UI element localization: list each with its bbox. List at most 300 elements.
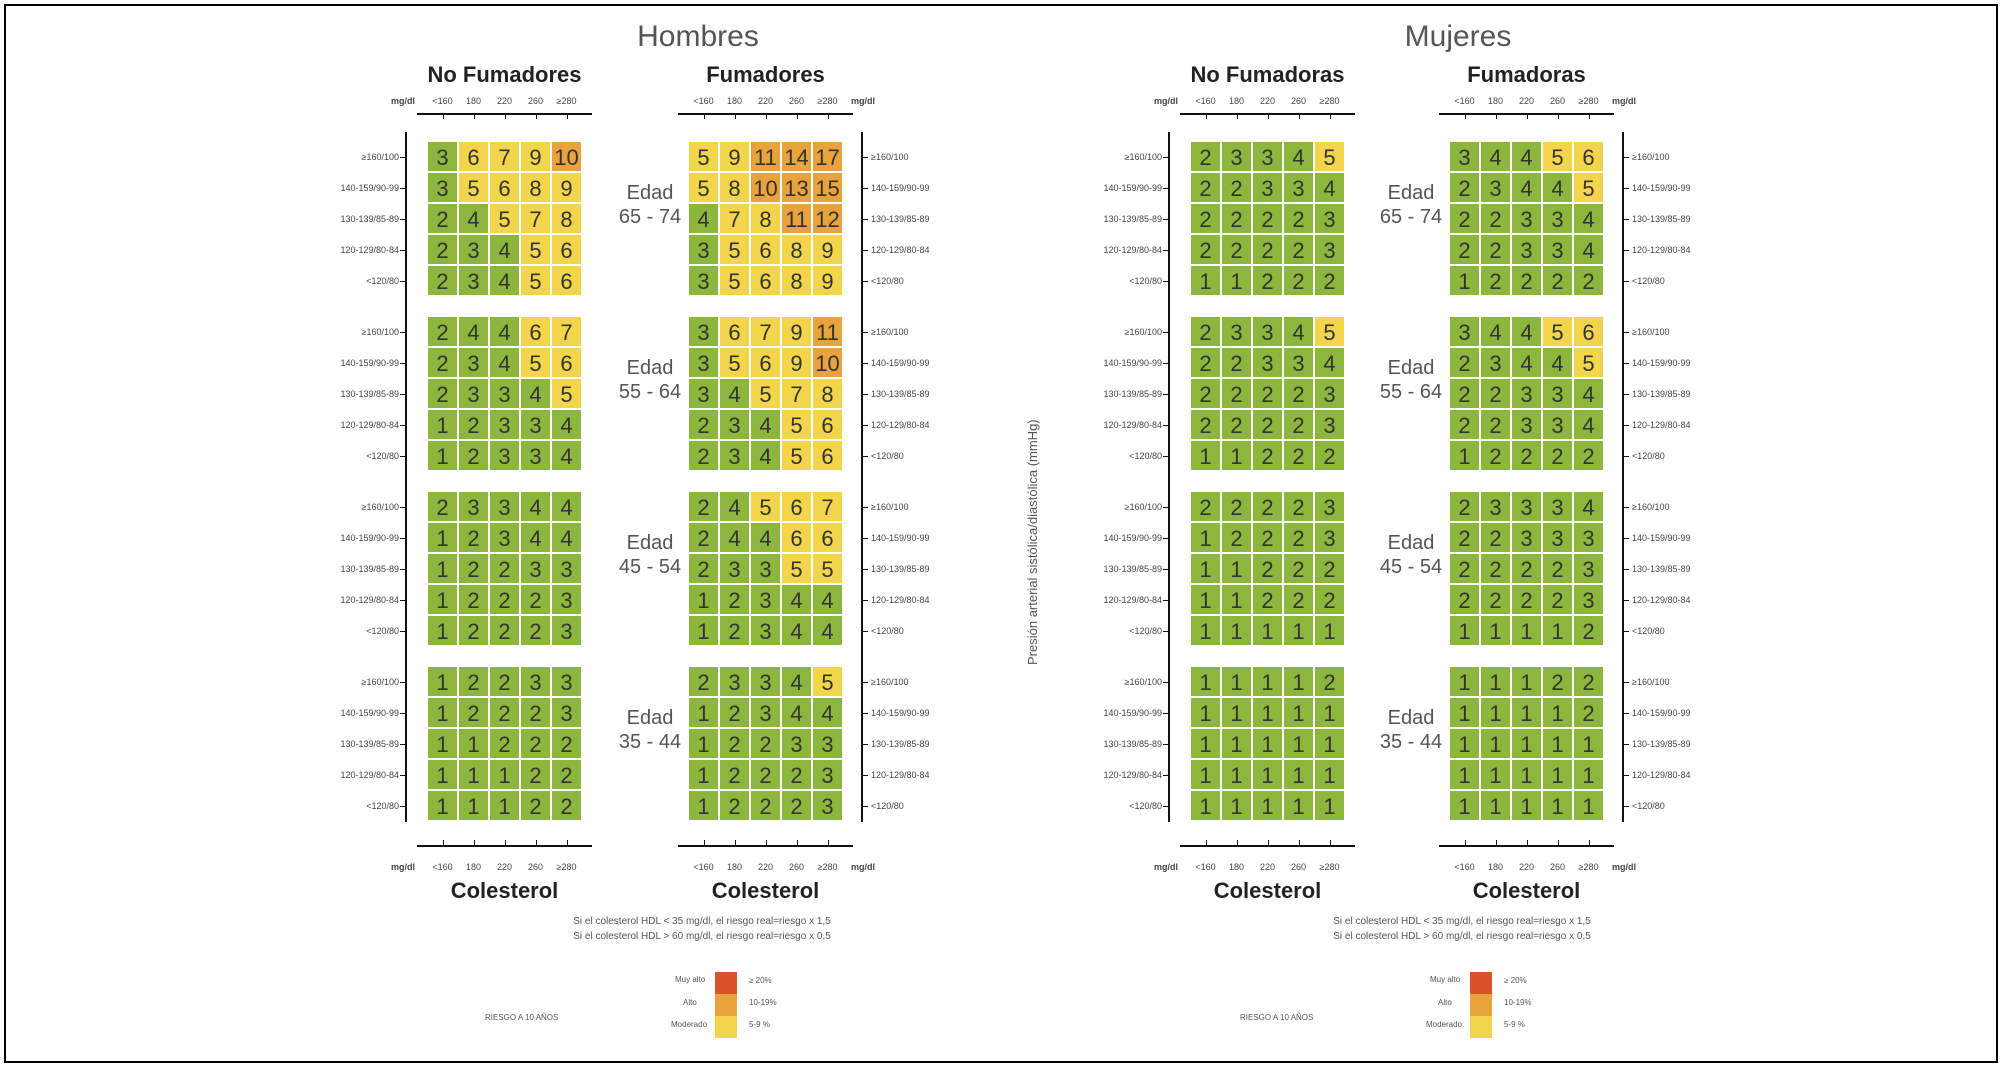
axis-bottom-tick-women_smoker — [1589, 840, 1591, 845]
risk-cell: 3 — [1252, 316, 1283, 347]
risk-cell: 3 — [489, 522, 520, 553]
bp-label: <120/80 — [1129, 801, 1162, 811]
axis-bottom-tick-women_smoker — [1496, 840, 1498, 845]
risk-cell: 4 — [551, 491, 582, 522]
risk-cell: 1 — [458, 728, 489, 759]
legend-bottom: Moderado — [1426, 1020, 1463, 1029]
risk-cell: 1 — [1252, 728, 1283, 759]
bp-tick — [1163, 744, 1170, 746]
risk-cell: 6 — [520, 316, 551, 347]
bp-tick — [1622, 456, 1629, 458]
bp-tick — [1622, 394, 1629, 396]
risk-cell: 3 — [688, 265, 719, 296]
risk-cell: 2 — [427, 234, 458, 265]
risk-cell: 1 — [1449, 697, 1480, 728]
axis-top-tick-women_nonsmoker — [1330, 114, 1332, 119]
risk-cell: 3 — [1283, 172, 1314, 203]
axis-bottom-tick-women_nonsmoker — [1268, 840, 1270, 845]
col-tick-top-men_smoker: 260 — [788, 96, 805, 106]
bp-tick — [1622, 744, 1629, 746]
chart-frame — [4, 4, 1998, 1063]
risk-cell: 5 — [719, 234, 750, 265]
axis-vertical-women_smoker — [1622, 132, 1624, 822]
risk-cell: 1 — [1449, 440, 1480, 471]
axis-top-tick-men_smoker — [766, 114, 768, 119]
risk-cell: 3 — [1511, 203, 1542, 234]
bp-label: 140-159/90-99 — [1103, 183, 1162, 193]
risk-cell: 3 — [1252, 141, 1283, 172]
risk-cell: 3 — [1221, 316, 1252, 347]
bp-label: 130-139/85-89 — [1103, 214, 1162, 224]
col-tick-bottom-women_nonsmoker: 220 — [1259, 862, 1276, 872]
axis-bottom-tick-women_smoker — [1465, 840, 1467, 845]
bp-tick — [1163, 157, 1170, 159]
bp-tick — [861, 538, 868, 540]
risk-cell: 3 — [520, 666, 551, 697]
risk-cell: 2 — [1221, 491, 1252, 522]
risk-cell: 3 — [1573, 553, 1604, 584]
risk-cell: 4 — [750, 409, 781, 440]
col-tick-top-women_smoker: <160 — [1454, 96, 1475, 106]
risk-cell: 3 — [688, 378, 719, 409]
risk-cell: 1 — [1511, 759, 1542, 790]
bp-label: 130-139/85-89 — [1103, 564, 1162, 574]
bp-label: 130-139/85-89 — [340, 739, 399, 749]
axis-top-tick-men_smoker — [735, 114, 737, 119]
risk-cell: 1 — [427, 666, 458, 697]
axis-bottom-tick-men_nonsmoker — [567, 840, 569, 845]
risk-cell: 3 — [1542, 409, 1573, 440]
col-tick-bottom-men_smoker: <160 — [693, 862, 714, 872]
bp-tick — [861, 713, 868, 715]
col-tick-top-men_smoker: 220 — [757, 96, 774, 106]
age-label-text: Edad — [1387, 182, 1435, 204]
bp-tick — [1163, 456, 1170, 458]
risk-cell: 2 — [1449, 584, 1480, 615]
risk-cell: 8 — [812, 378, 843, 409]
risk-cell: 2 — [1283, 584, 1314, 615]
col-tick-top-men_nonsmoker: 260 — [527, 96, 544, 106]
bp-tick — [400, 188, 407, 190]
risk-cell: 6 — [781, 522, 812, 553]
risk-cell: 2 — [1480, 440, 1511, 471]
risk-cell: 2 — [781, 790, 812, 821]
risk-cell: 2 — [1449, 234, 1480, 265]
risk-cell: 3 — [489, 440, 520, 471]
bp-tick — [400, 507, 407, 509]
age-range-text: 45 - 54 — [618, 556, 682, 578]
risk-cell: 2 — [458, 522, 489, 553]
risk-cell: 1 — [1221, 666, 1252, 697]
bp-label: <120/80 — [1632, 276, 1665, 286]
risk-cell: 1 — [427, 440, 458, 471]
col-tick-bottom-men_smoker: ≥280 — [817, 862, 838, 872]
risk-cell: 5 — [458, 172, 489, 203]
axis-bottom-tick-men_smoker — [797, 840, 799, 845]
legend-title: RIESGO A 10 AÑOS — [1240, 1013, 1314, 1022]
bp-label: 140-159/90-99 — [871, 358, 930, 368]
risk-cell: 2 — [520, 584, 551, 615]
risk-cell: 3 — [1511, 234, 1542, 265]
xlabel-men_nonsmoker: Colesterol — [450, 878, 559, 903]
axis-top-tick-women_smoker — [1465, 114, 1467, 119]
risk-cell: 2 — [458, 666, 489, 697]
risk-cell: 2 — [719, 584, 750, 615]
xlabel-women_nonsmoker: Colesterol — [1213, 878, 1322, 903]
risk-cell: 1 — [1511, 697, 1542, 728]
col-tick-top-women_smoker: 180 — [1487, 96, 1504, 106]
bp-tick — [1622, 332, 1629, 334]
risk-cell: 3 — [427, 141, 458, 172]
risk-cell: 11 — [750, 141, 781, 172]
bp-label: ≥160/100 — [1124, 152, 1162, 162]
bp-tick — [400, 157, 407, 159]
risk-cell: 2 — [1283, 440, 1314, 471]
axis-top-tick-women_nonsmoker — [1299, 114, 1301, 119]
risk-cell: 1 — [688, 790, 719, 821]
axis-top-tick-men_nonsmoker — [536, 114, 538, 119]
bp-label: <120/80 — [1632, 451, 1665, 461]
legend-swatch — [715, 1016, 737, 1038]
bp-tick — [861, 600, 868, 602]
bp-tick — [1622, 219, 1629, 221]
risk-cell: 1 — [1252, 790, 1283, 821]
bp-tick — [400, 775, 407, 777]
axis-top-tick-men_smoker — [704, 114, 706, 119]
risk-cell: 2 — [750, 790, 781, 821]
risk-cell: 4 — [719, 491, 750, 522]
risk-cell: 1 — [1449, 728, 1480, 759]
risk-cell: 1 — [1190, 759, 1221, 790]
risk-cell: 2 — [1480, 409, 1511, 440]
risk-cell: 2 — [1542, 584, 1573, 615]
risk-cell: 1 — [1221, 759, 1252, 790]
risk-cell: 4 — [812, 584, 843, 615]
risk-cell: 2 — [1283, 203, 1314, 234]
bp-tick — [1163, 806, 1170, 808]
bp-tick — [1163, 507, 1170, 509]
bp-label: ≥160/100 — [1632, 677, 1670, 687]
risk-cell: 1 — [1190, 522, 1221, 553]
risk-cell: 2 — [1449, 491, 1480, 522]
axis-top-tick-women_smoker — [1496, 114, 1498, 119]
risk-cell: 2 — [719, 615, 750, 646]
axis-top-tick-women_smoker — [1558, 114, 1560, 119]
risk-cell: 3 — [1314, 491, 1345, 522]
bp-label: ≥160/100 — [871, 502, 909, 512]
risk-cell: 3 — [1314, 203, 1345, 234]
risk-cell: 1 — [1283, 697, 1314, 728]
axis-bottom-tick-men_nonsmoker — [505, 840, 507, 845]
age-label-text: Edad — [626, 357, 674, 379]
bp-label: <120/80 — [1129, 276, 1162, 286]
bp-label: 140-159/90-99 — [340, 183, 399, 193]
bp-tick — [400, 569, 407, 571]
risk-cell: 1 — [1252, 759, 1283, 790]
bp-tick — [861, 775, 868, 777]
risk-cell: 2 — [1283, 491, 1314, 522]
risk-cell: 4 — [1314, 347, 1345, 378]
risk-cell: 11 — [812, 316, 843, 347]
risk-cell: 3 — [1511, 409, 1542, 440]
bp-label: <120/80 — [871, 626, 904, 636]
risk-cell: 2 — [458, 409, 489, 440]
risk-cell: 6 — [750, 347, 781, 378]
risk-cell: 1 — [1190, 440, 1221, 471]
bp-label: ≥160/100 — [1124, 327, 1162, 337]
risk-cell: 2 — [1252, 378, 1283, 409]
risk-cell: 3 — [1252, 347, 1283, 378]
bp-label: 140-159/90-99 — [340, 708, 399, 718]
risk-cell: 4 — [812, 615, 843, 646]
risk-cell: 1 — [489, 759, 520, 790]
risk-cell: 1 — [1449, 790, 1480, 821]
bp-label: 140-159/90-99 — [1103, 533, 1162, 543]
risk-cell: 2 — [489, 615, 520, 646]
bp-tick — [1622, 775, 1629, 777]
axis-top-tick-women_smoker — [1527, 114, 1529, 119]
risk-cell: 6 — [781, 491, 812, 522]
risk-cell: 2 — [1190, 203, 1221, 234]
risk-cell: 3 — [1480, 491, 1511, 522]
risk-cell: 3 — [458, 347, 489, 378]
risk-cell: 2 — [427, 347, 458, 378]
risk-cell: 4 — [1511, 141, 1542, 172]
risk-cell: 1 — [1573, 759, 1604, 790]
risk-cell: 9 — [719, 141, 750, 172]
legend-mid: Alto — [683, 998, 697, 1007]
col-tick-bottom-women_nonsmoker: 180 — [1228, 862, 1245, 872]
age-label-text: Edad — [1387, 357, 1435, 379]
risk-cell: 3 — [458, 491, 489, 522]
bp-label: 120-129/80-84 — [1103, 420, 1162, 430]
risk-cell: 3 — [551, 666, 582, 697]
bp-label: 130-139/85-89 — [871, 564, 930, 574]
risk-cell: 4 — [520, 491, 551, 522]
bp-label: 140-159/90-99 — [1632, 708, 1691, 718]
risk-cell: 2 — [427, 378, 458, 409]
bp-label: ≥160/100 — [361, 677, 399, 687]
risk-cell: 2 — [1252, 234, 1283, 265]
bp-tick — [1622, 157, 1629, 159]
age-label — [1371, 356, 1451, 416]
risk-cell: 2 — [688, 666, 719, 697]
risk-cell: 5 — [1314, 316, 1345, 347]
xlabel-men_smoker: Colesterol — [711, 878, 820, 903]
risk-cell: 9 — [551, 172, 582, 203]
axis-bottom-men_smoker — [678, 845, 853, 847]
risk-cell: 5 — [1573, 172, 1604, 203]
risk-cell: 2 — [520, 759, 551, 790]
bp-tick — [1163, 775, 1170, 777]
bp-label: 120-129/80-84 — [871, 770, 930, 780]
bp-label: 140-159/90-99 — [1632, 358, 1691, 368]
bp-label: 130-139/85-89 — [340, 214, 399, 224]
col-tick-bottom-men_nonsmoker: 260 — [527, 862, 544, 872]
bp-label: 120-129/80-84 — [1103, 245, 1162, 255]
legend-swatch — [1470, 994, 1492, 1016]
risk-cell: 2 — [1480, 522, 1511, 553]
risk-cell: 6 — [812, 409, 843, 440]
risk-cell: 2 — [1480, 553, 1511, 584]
risk-cell: 5 — [781, 440, 812, 471]
bp-tick — [1163, 425, 1170, 427]
risk-cell: 2 — [688, 491, 719, 522]
risk-cell: 1 — [1314, 697, 1345, 728]
axis-top-tick-men_nonsmoker — [505, 114, 507, 119]
risk-cell: 3 — [1542, 491, 1573, 522]
col-tick-top-men_smoker: 180 — [726, 96, 743, 106]
risk-cell: 8 — [781, 234, 812, 265]
risk-cell: 1 — [1283, 790, 1314, 821]
risk-cell: 1 — [1480, 790, 1511, 821]
bp-tick — [861, 188, 868, 190]
risk-cell: 3 — [427, 172, 458, 203]
risk-cell: 2 — [750, 728, 781, 759]
risk-cell: 5 — [781, 553, 812, 584]
risk-cell: 3 — [551, 697, 582, 728]
col-tick-bottom-women_smoker: <160 — [1454, 862, 1475, 872]
risk-cell: 3 — [551, 615, 582, 646]
risk-cell: 3 — [719, 553, 750, 584]
col-tick-bottom-women_smoker: 260 — [1549, 862, 1566, 872]
risk-cell: 2 — [1190, 378, 1221, 409]
bp-tick — [1622, 806, 1629, 808]
risk-cell: 6 — [750, 265, 781, 296]
legend-mid: Alto — [1438, 998, 1452, 1007]
unit-bottom-women_smoker: mg/dl — [1612, 862, 1636, 872]
risk-cell: 3 — [489, 409, 520, 440]
risk-cell: 6 — [812, 440, 843, 471]
bp-tick — [1163, 682, 1170, 684]
risk-cell: 9 — [781, 347, 812, 378]
bp-tick — [861, 157, 868, 159]
col-tick-bottom-women_smoker: 180 — [1487, 862, 1504, 872]
age-label-text: Edad — [626, 182, 674, 204]
age-range-text: 35 - 44 — [618, 731, 682, 753]
risk-cell: 5 — [1542, 316, 1573, 347]
risk-cell: 4 — [688, 203, 719, 234]
risk-cell: 2 — [1283, 234, 1314, 265]
axis-bottom-tick-men_smoker — [766, 840, 768, 845]
bp-label: <120/80 — [1632, 801, 1665, 811]
bp-tick — [861, 744, 868, 746]
risk-cell: 2 — [1573, 697, 1604, 728]
risk-cell: 2 — [489, 553, 520, 584]
risk-cell: 5 — [719, 347, 750, 378]
col-tick-top-men_smoker: <160 — [693, 96, 714, 106]
risk-cell: 6 — [812, 522, 843, 553]
bp-label: 140-159/90-99 — [1103, 358, 1162, 368]
risk-cell: 1 — [1480, 728, 1511, 759]
risk-cell: 4 — [1511, 316, 1542, 347]
age-label-text: Edad — [1387, 707, 1435, 729]
legend-range: ≥ 20% — [1504, 976, 1527, 985]
risk-cell: 1 — [458, 759, 489, 790]
bp-label: <120/80 — [871, 276, 904, 286]
risk-cell: 9 — [812, 234, 843, 265]
risk-cell: 5 — [489, 203, 520, 234]
bp-tick — [400, 682, 407, 684]
bp-label: 140-159/90-99 — [1632, 183, 1691, 193]
risk-cell: 1 — [1449, 666, 1480, 697]
legend-range: ≥ 20% — [749, 976, 772, 985]
col-tick-bottom-women_smoker: 220 — [1518, 862, 1535, 872]
axis-bottom-tick-men_nonsmoker — [474, 840, 476, 845]
bp-tick — [861, 631, 868, 633]
bp-tick — [1622, 569, 1629, 571]
bp-label: 120-129/80-84 — [340, 245, 399, 255]
risk-cell: 2 — [520, 697, 551, 728]
risk-cell: 2 — [520, 615, 551, 646]
risk-cell: 2 — [1252, 522, 1283, 553]
risk-cell: 3 — [1542, 522, 1573, 553]
bp-label: ≥160/100 — [1124, 677, 1162, 687]
axis-bottom-women_nonsmoker — [1180, 845, 1355, 847]
risk-cell: 2 — [688, 522, 719, 553]
axis-top-tick-women_nonsmoker — [1237, 114, 1239, 119]
bp-label: 130-139/85-89 — [871, 739, 930, 749]
axis-top-tick-men_smoker — [797, 114, 799, 119]
risk-cell: 3 — [812, 790, 843, 821]
risk-cell: 4 — [489, 234, 520, 265]
risk-cell: 2 — [719, 790, 750, 821]
risk-cell: 9 — [781, 316, 812, 347]
risk-cell: 1 — [1480, 697, 1511, 728]
axis-bottom-tick-women_nonsmoker — [1237, 840, 1239, 845]
col-tick-top-men_nonsmoker: <160 — [432, 96, 453, 106]
risk-cell: 3 — [551, 553, 582, 584]
risk-cell: 4 — [781, 615, 812, 646]
risk-cell: 4 — [750, 440, 781, 471]
risk-cell: 5 — [812, 666, 843, 697]
risk-cell: 2 — [1190, 234, 1221, 265]
risk-cell: 4 — [520, 522, 551, 553]
risk-cell: 1 — [1283, 615, 1314, 646]
bp-tick — [861, 394, 868, 396]
axis-bottom-tick-women_smoker — [1527, 840, 1529, 845]
bp-tick — [1163, 281, 1170, 283]
risk-cell: 3 — [688, 316, 719, 347]
risk-cell: 2 — [520, 728, 551, 759]
risk-cell: 2 — [1190, 347, 1221, 378]
risk-cell: 2 — [688, 553, 719, 584]
risk-cell: 4 — [458, 316, 489, 347]
bp-label: 140-159/90-99 — [1103, 708, 1162, 718]
risk-cell: 4 — [1542, 347, 1573, 378]
risk-cell: 2 — [1449, 203, 1480, 234]
risk-cell: 7 — [520, 203, 551, 234]
risk-cell: 2 — [719, 697, 750, 728]
age-range-text: 65 - 74 — [618, 206, 682, 228]
bp-tick — [1163, 713, 1170, 715]
risk-cell: 3 — [1511, 491, 1542, 522]
group-title-women_smoker: Fumadoras — [1467, 62, 1586, 87]
risk-cell: 1 — [1480, 759, 1511, 790]
risk-cell: 1 — [688, 584, 719, 615]
risk-cell: 6 — [1573, 316, 1604, 347]
risk-cell: 4 — [551, 440, 582, 471]
col-tick-top-men_smoker: ≥280 — [817, 96, 838, 106]
risk-cell: 3 — [1449, 141, 1480, 172]
risk-cell: 3 — [1221, 141, 1252, 172]
risk-cell: 2 — [1314, 440, 1345, 471]
risk-cell: 3 — [719, 666, 750, 697]
risk-cell: 3 — [719, 409, 750, 440]
col-tick-top-women_nonsmoker: 220 — [1259, 96, 1276, 106]
col-tick-bottom-women_nonsmoker: <160 — [1195, 862, 1216, 872]
age-label-text: Edad — [626, 707, 674, 729]
